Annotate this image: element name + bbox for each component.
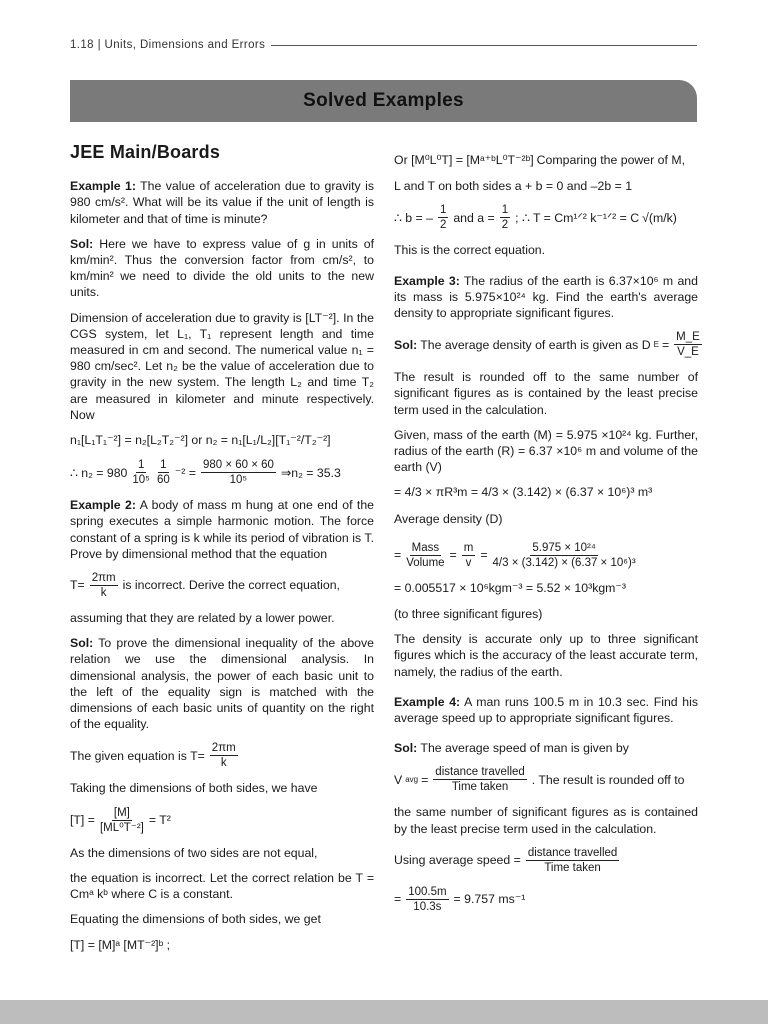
vavg-symbol: V [394, 772, 403, 787]
running-header [70, 38, 697, 52]
equation-9: = 0.005517 × 10⁶kgm⁻³ = 5.52 × 10³kgm⁻³ [394, 580, 627, 595]
dimension-paragraph: Dimension of acceleration due to gravity is [LT⁻²]. In the CGS system, let L₁, T₁ represent length and time measured in cm and second. The numerical value n₁ = 980 cm/sec². Let n₂ be the value of acceleration due to gravity in the new system. The length L₂ and time T₂ are measured in kilometer and minute respectively. Now [70, 310, 374, 422]
example-4 [394, 694, 698, 726]
solution-3-label: Sol: [394, 337, 418, 352]
eq2-frac-b-den: 60 [156, 474, 170, 487]
eq8-den3: 4/3 × (3.142) × (6.37 × 10⁶)³ [492, 556, 636, 569]
example-2-text: A body of mass m hung at one end of the spring executes a simple harmonic motion. The force constant of a spring is k while its period of vibration is T. Prove by dimensional method that the equation [70, 498, 375, 561]
lt-text: L and T on both sides a + b = 0 and –2b = 1 [394, 179, 633, 194]
eq6-a: and a = [453, 210, 495, 225]
eq6-frac-2 [500, 203, 510, 232]
eq3-den: [ML⁰T⁻²] [99, 821, 144, 834]
solution-1 [70, 236, 374, 301]
eq8-num2: m [463, 541, 474, 554]
eq6-frac-2-num: 1 [501, 204, 509, 217]
equation-10 [394, 885, 698, 914]
avg-density-text: Average density (D) [394, 511, 503, 526]
sol3-sub: E [653, 339, 659, 349]
solution-4 [394, 740, 698, 756]
vavg-num: distance travelled [435, 766, 525, 779]
solution-2-text: To prove the dimensional inequality of the above relation we use the dimensional analysis. In dimensional analysis, the power of each basic unit to the left of the equality sign is matched with the dimensions of each basic units of quantity on the right of the equality. [70, 636, 374, 732]
eq8-frac-2 [462, 541, 476, 570]
eq8-den2: v [465, 556, 472, 569]
eq5-main: Or [M⁰L⁰T] = [Mᵃ⁺ᵇL⁰T⁻²ᵇ] [394, 153, 534, 167]
eq10-frac [406, 885, 448, 914]
eq3-frac [100, 806, 144, 835]
given-frac [210, 741, 238, 770]
vavg-sub: avg [405, 774, 419, 784]
solution-4-text: The average speed of man is given by [417, 741, 629, 756]
example-4-label: Example 4: [394, 694, 461, 709]
vavg-tail: . The result is rounded off to [531, 772, 685, 787]
eq6-frac-1-den: 2 [439, 219, 447, 232]
eq5-tail: Comparing the power of M, [536, 153, 685, 167]
eq2-power: ⁻² = [174, 465, 196, 480]
given-den: k [220, 757, 227, 770]
eq8-frac-1 [406, 541, 444, 570]
equation-6 [394, 203, 698, 232]
footer-bar [0, 1000, 768, 1024]
eq8-num1: Mass [411, 541, 440, 554]
given-text: The given equation is T= [70, 748, 205, 763]
eq2-lhs: ∴ n₂ = 980 [70, 465, 128, 480]
equation-5 [394, 152, 698, 168]
section-banner [70, 80, 697, 122]
eq8-den1: Volume [406, 556, 445, 569]
eq2-frac-b [157, 458, 170, 487]
left-column [70, 140, 374, 963]
given-equation [70, 741, 374, 770]
eq6-frac-2-den: 2 [501, 219, 509, 232]
eq8-eq-3: = [480, 548, 488, 563]
solution-1-text: Here we have to express value of g in units of km/min². Thus the conversion factor from cm/s², to km/min² we need to divide the old units to the new units. [70, 236, 374, 300]
example-2 [70, 497, 374, 562]
using-equation [394, 846, 698, 875]
ex2-tail: is incorrect. Derive the correct equation, [122, 578, 340, 593]
eq6-frac-1 [438, 203, 448, 232]
eq2-frac-a [132, 458, 150, 487]
using-frac [526, 846, 620, 875]
eq10-result: = 9.757 ms⁻¹ [453, 892, 526, 907]
eq6-t: ; ∴ T = Cm¹ᐟ² k⁻¹ᐟ² = C [515, 210, 640, 225]
eq10-num: 100.5m [408, 885, 447, 898]
solution-2 [70, 635, 374, 732]
ex2-t: T= [70, 578, 85, 593]
eq10-eq: = [394, 892, 402, 907]
ex2-num: 2πm [91, 572, 116, 585]
example-3-text: The radius of the earth is 6.37×10⁶ m and its mass is 5.975×10²⁴ kg. Find the earth's average density to appropriate significant figures. [394, 273, 698, 321]
taking-text: Taking the dimensions of both sides, we have [70, 781, 318, 796]
equation-7: = 4/3 × πR³m = 4/3 × (3.142) × (6.37 × 10⁶)³ m³ [394, 485, 653, 500]
eq2-frac-a-num: 1 [137, 459, 145, 472]
ex2-den: k [100, 587, 107, 600]
solution-1-label: Sol: [70, 236, 94, 251]
example-1-text: The value of acceleration due to gravity is 980 cm/s². What will be its value if the unit of length is kilometer and that of time is minute? [70, 179, 374, 226]
equating-text: Equating the dimensions of both sides, we get [70, 912, 321, 927]
eq3-lhs: [T] = [70, 813, 95, 828]
eq10-den: 10.3s [413, 900, 442, 913]
using-den: Time taken [544, 861, 601, 874]
eq3-num: [M] [113, 806, 130, 819]
eq6-root: √(m/k) [642, 210, 677, 225]
section-heading: JEE Main/Boards [70, 142, 221, 162]
not-equal-text: As the dimensions of two sides are not equal, [70, 845, 318, 860]
using-text: Using average speed = [394, 853, 521, 868]
right-column [394, 140, 698, 924]
eq2-frac-c-num: 980 × 60 × 60 [202, 459, 274, 472]
eq6-b: ∴ b = – [394, 210, 433, 225]
eq2-frac-c [201, 458, 276, 487]
example-4-text: A man runs 100.5 m in 10.3 sec. Find his average speed up to appropriate significant figures. [394, 694, 698, 726]
eq2-frac-b-num: 1 [160, 459, 167, 472]
density-accuracy-text: The density is accurate only up to three significant figures which is the accuracy of the least accurate term, namely, the radius of the earth. [394, 632, 698, 679]
header-rule [271, 45, 697, 46]
eq8-eq-1: = [394, 548, 402, 563]
equation-1: n₁[L₁T₁⁻²] = n₂[L₂T₂⁻²] or n₂ = n₁[L₁/L₂][T₁⁻²/T₂⁻²] [70, 433, 331, 448]
solution-2-label: Sol: [70, 636, 94, 651]
example-1-label: Example 1: [70, 179, 136, 194]
correct-text: This is the correct equation. [394, 243, 546, 258]
incorrect-text: the equation is incorrect. Let the correct relation be T = Cmᵃ kᵇ where C is a constant. [70, 870, 374, 902]
solution-3-text: The average density of earth is given as D [420, 337, 651, 352]
given-num: 2πm [211, 742, 236, 755]
using-num: distance travelled [527, 846, 618, 859]
equation-8 [394, 541, 698, 570]
given-3-text: Given, mass of the earth (M) = 5.975 ×10²⁴ kg. Further, radius of the earth (R) = 6.37 ×10⁶ m and volume of the earth (V) [394, 427, 698, 475]
example-2-label: Example 2: [70, 498, 136, 513]
example-3 [394, 273, 698, 322]
result-text: The result is rounded off to the same number of significant figures as is contained by the least precise term used in the calculation. [394, 370, 698, 417]
solution-3 [394, 330, 698, 359]
banner-title: Solved Examples [303, 90, 464, 111]
header-text: 1.18 | Units, Dimensions and Errors [70, 39, 266, 51]
same-number-text: the same number of significant figures as is contained by the least precise term used in the calculation. [394, 805, 698, 836]
equation-4: [T] = [M]ᵃ [MT⁻²]ᵇ ; [70, 937, 171, 952]
eq2-frac-c-den: 10⁵ [229, 474, 248, 487]
vavg-equation [394, 765, 698, 794]
equation-3 [70, 806, 374, 835]
sol3-frac [674, 330, 702, 359]
eq8-eq-2: = [449, 548, 457, 563]
equation-2 [70, 458, 374, 487]
eq8-frac-3 [493, 541, 636, 570]
example-2-end: assuming that they are related by a lower power. [70, 611, 335, 626]
sol3-eq: = [661, 337, 670, 352]
eq2-result: ⇒n₂ = 35.3 [280, 465, 341, 480]
sol3-num: M_E [676, 331, 700, 344]
vavg-frac [433, 765, 527, 794]
example-3-label: Example 3: [394, 273, 460, 288]
example-2-equation [70, 571, 374, 600]
example-1 [70, 178, 374, 227]
solution-4-label: Sol: [394, 741, 418, 756]
eq3-rhs: = T² [148, 813, 171, 828]
eq6-frac-1-num: 1 [439, 204, 447, 217]
three-sig-text: (to three significant figures) [394, 607, 543, 622]
sol3-den: V_E [677, 346, 699, 359]
vavg-eq: = [421, 772, 429, 787]
eq2-frac-a-den: 10⁵ [132, 474, 150, 487]
vavg-den: Time taken [451, 781, 509, 794]
eq8-num3: 5.975 × 10²⁴ [532, 541, 596, 554]
ex2-frac [90, 571, 118, 600]
